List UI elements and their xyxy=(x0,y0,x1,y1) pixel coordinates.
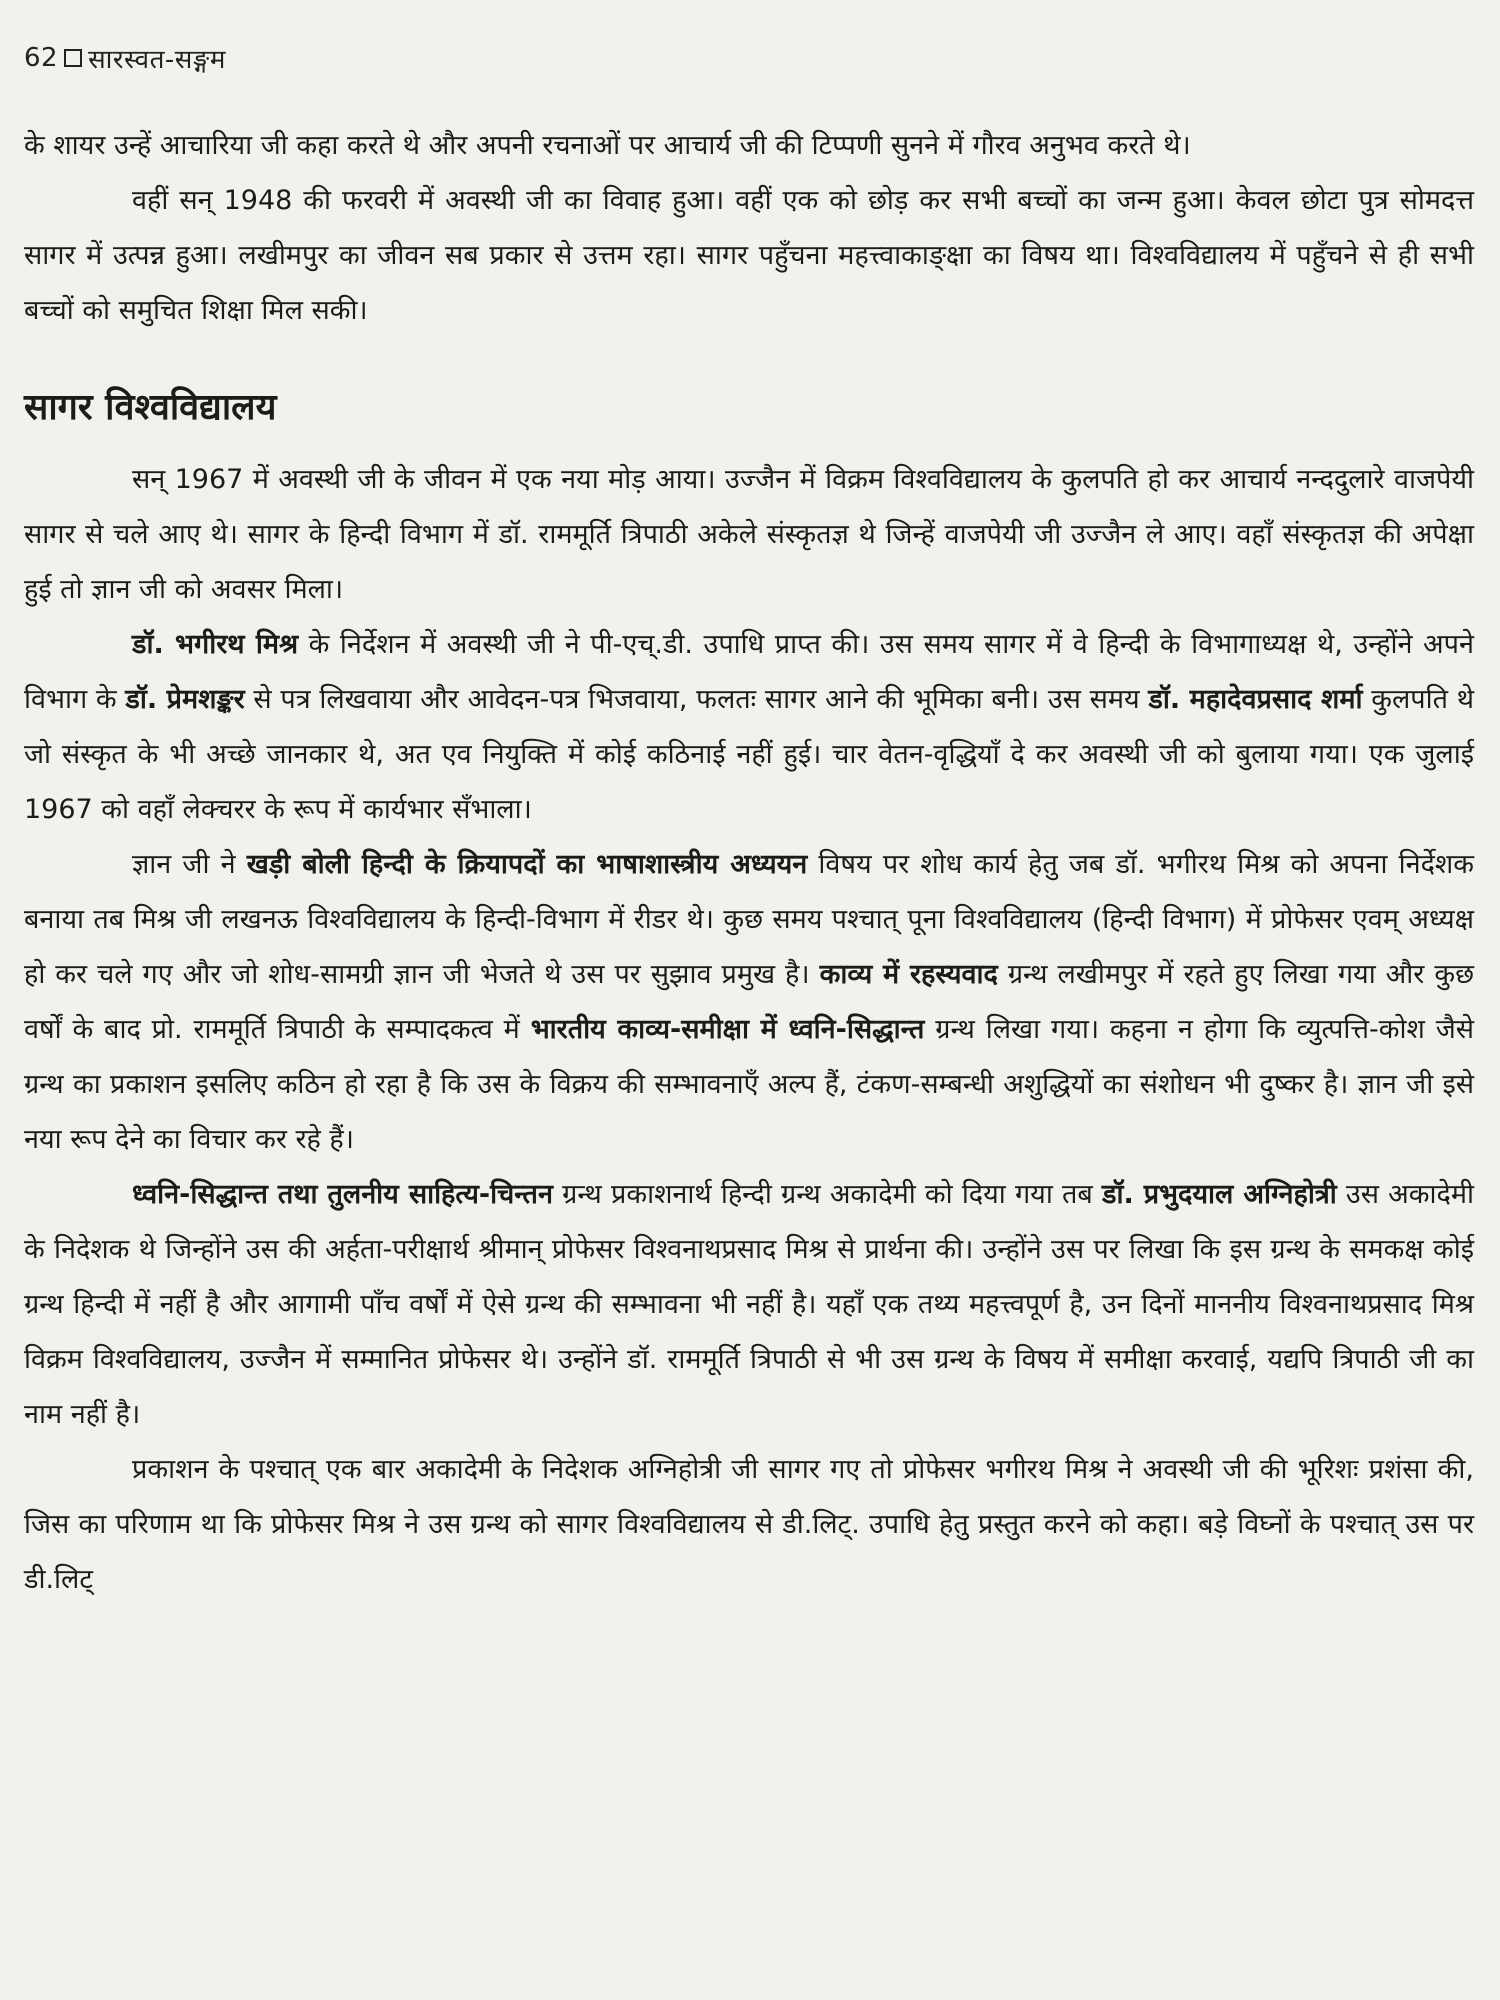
paragraph-dlitt: प्रकाशन के पश्चात् एक बार अकादेमी के निदेशक अग्निहोत्री जी सागर गए तो प्रोफेसर भगीरथ मिश्र ने अवस्थी जी की भूरिशः प्रशंसा की, जिस का परिणाम था कि प्रोफेसर मिश्र ने उस ग्रन्थ को सागर विश्वविद्यालय से डी.लिट्. उपाधि हेतु प्रस्तुत करने को कहा। बड़े विघ्नों के पश्चात् उस पर डी.लिट् xyxy=(24,1454,1474,1595)
paragraph-marriage: वहीं सन् 1948 की फरवरी में अवस्थी जी का विवाह हुआ। वहीं एक को छोड़ कर सभी बच्चों का जन्म हुआ। केवल छोटा पुत्र सोमदत्त सागर में उत्पन्न हुआ। लखीमपुर का जीवन सब प्रकार से उत्तम रहा। सागर पहुँचना महत्त्वाकाङ्क्षा का विषय था। विश्वविद्यालय में पहुँचने से ही सभी बच्चों को समुचित शिक्षा मिल सकी। xyxy=(24,185,1474,326)
bold-title: काव्य में रहस्यवाद xyxy=(819,959,998,990)
page-number: 62 xyxy=(24,43,59,73)
bold-title: भारतीय काव्य-समीक्षा में ध्वनि-सिद्धान्त xyxy=(530,1014,925,1045)
square-box-icon xyxy=(64,49,82,67)
paragraph-continued: के शायर उन्हें आचारिया जी कहा करते थे और अपनी रचनाओं पर आचार्य जी की टिप्पणी सुनने में गौरव अनुभव करते थे। xyxy=(24,130,1191,161)
paragraph-research: ज्ञान जी ने खड़ी बोली हिन्दी के क्रियापदों का भाषाशास्त्रीय अध्ययन विषय पर शोध कार्य हेतु जब डॉ. भगीरथ मिश्र को अपना निर्देशक बनाया तब मिश्र जी लखनऊ विश्वविद्यालय के हिन्दी-विभाग में रीडर थे। कुछ समय पश्चात् पूना विश्वविद्यालय (हिन्दी विभाग) में प्रोफेसर एवम् अध्यक्ष हो कर चले गए और जो शोध-सामग्री ज्ञान जी भेजते थे उस पर सुझाव प्रमुख है। काव्य में रहस्यवाद ग्रन्थ लखीमपुर में रहते हुए लिखा गया और कुछ वर्षों के बाद प्रो. राममूर्ति त्रिपाठी के सम्पादकत्व में भारतीय काव्य-समीक्षा में ध्वनि-सिद्धान्त ग्रन्थ लिखा गया। कहना न होगा कि व्युत्पत्ति-कोश जैसे ग्रन्थ का प्रकाशन इसलिए कठिन हो रहा है कि उस के विक्रय की सम्भावनाएँ अल्प हैं, टंकण-सम्बन्धी अशुद्धियों का संशोधन भी दुष्कर है। ज्ञान जी इसे नया रूप देने का विचार कर रहे हैं। xyxy=(24,849,1474,1155)
bold-name: डॉ. प्रभुदयाल अग्निहोत्री xyxy=(1102,1179,1337,1210)
section-heading: सागर विश्वविद्यालय xyxy=(24,387,277,428)
bold-title: ध्वनि-सिद्धान्त तथा तुलनीय साहित्य-चिन्तन xyxy=(132,1179,553,1210)
bold-name: डॉ. भगीरथ मिश्र xyxy=(132,629,299,660)
running-head xyxy=(24,40,226,76)
paragraph-1967: सन् 1967 में अवस्थी जी के जीवन में एक नया मोड़ आया। उज्जैन में विक्रम विश्वविद्यालय के कुलपति हो कर आचार्य नन्ददुलारे वाजपेयी सागर से चले आए थे। सागर के हिन्दी विभाग में डॉ. राममूर्ति त्रिपाठी अकेले संस्कृतज्ञ थे जिन्हें वाजपेयी जी उज्जैन ले आए। वहाँ संस्कृतज्ञ की अपेक्षा हुई तो ज्ञान जी को अवसर मिला। xyxy=(24,464,1474,605)
bold-name: डॉ. महादेवप्रसाद शर्मा xyxy=(1148,684,1363,715)
paragraph-phd: डॉ. भगीरथ मिश्र के निर्देशन में अवस्थी जी ने पी-एच्.डी. उपाधि प्राप्त की। उस समय सागर में वे हिन्दी के विभागाध्यक्ष थे, उन्होंने अपने विभाग के डॉ. प्रेमशङ्कर से पत्र लिखवाया और आवेदन-पत्र भिजवाया, फलतः सागर आने की भूमिका बनी। उस समय डॉ. महादेवप्रसाद शर्मा कुलपति थे जो संस्कृत के भी अच्छे जानकार थे, अत एव नियुक्ति में कोई कठिनाई नहीं हुई। चार वेतन-वृद्धियाँ दे कर अवस्थी जी को बुलाया गया। एक जुलाई 1967 को वहाँ लेक्चरर के रूप में कार्यभार सँभाला। xyxy=(24,629,1474,825)
bold-name: डॉ. प्रेमशङ्कर xyxy=(125,684,245,715)
book-title: सारस्वत-सङ्गम xyxy=(88,45,226,75)
bold-title: खड़ी बोली हिन्दी के क्रियापदों का भाषाशास्त्रीय अध्ययन xyxy=(246,849,808,880)
paragraph-academy: ध्वनि-सिद्धान्त तथा तुलनीय साहित्य-चिन्तन ग्रन्थ प्रकाशनार्थ हिन्दी ग्रन्थ अकादेमी को दिया गया तब डॉ. प्रभुदयाल अग्निहोत्री उस अकादेमी के निदेशक थे जिन्होंने उस की अर्हता-परीक्षार्थ श्रीमान् प्रोफेसर विश्वनाथप्रसाद मिश्र से प्रार्थना की। उन्होंने उस पर लिखा कि इस ग्रन्थ के समकक्ष कोई ग्रन्थ हिन्दी में नहीं है और आगामी पाँच वर्षों में ऐसे ग्रन्थ की सम्भावना भी नहीं है। यहाँ एक तथ्य महत्त्वपूर्ण है, उन दिनों माननीय विश्वनाथप्रसाद मिश्र विक्रम विश्वविद्यालय, उज्जैन में सम्मानित प्रोफेसर थे। उन्होंने डॉ. राममूर्ति त्रिपाठी से भी उस ग्रन्थ के विषय में समीक्षा करवाई, यद्यपि त्रिपाठी जी का नाम नहीं है। xyxy=(24,1179,1474,1430)
page-body xyxy=(24,118,1474,1607)
